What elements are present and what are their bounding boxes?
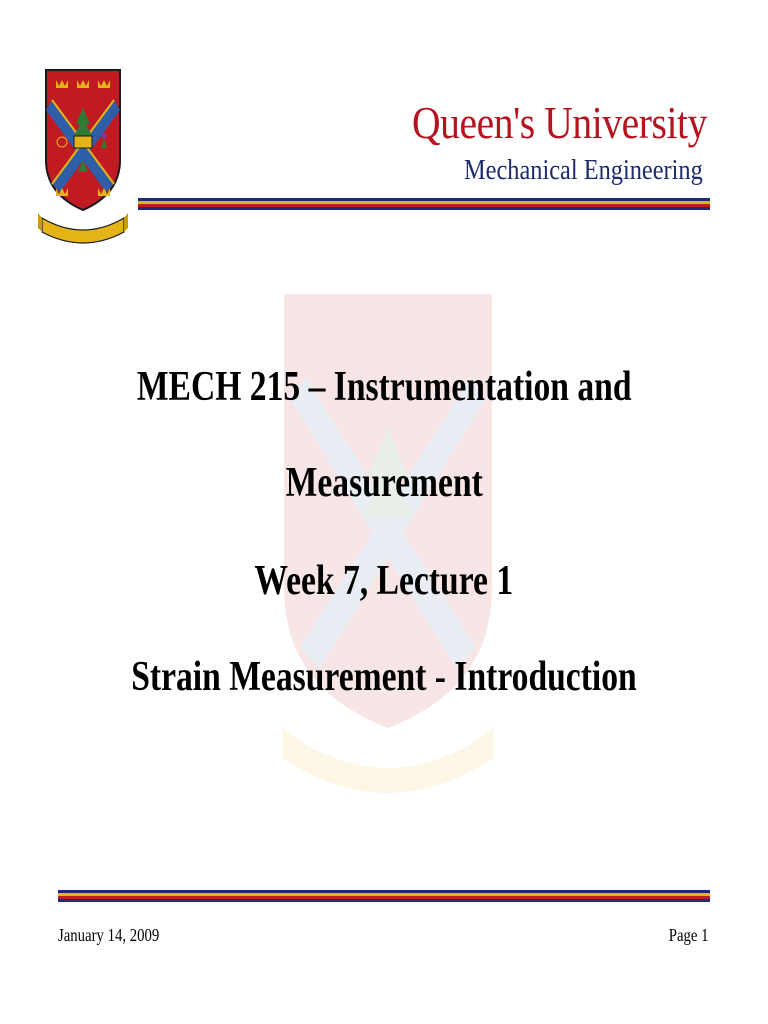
slide-subtitle-topic: Strain Measurement - Introduction [131, 654, 637, 700]
university-wordmark [412, 97, 712, 196]
footer-rule [58, 890, 710, 902]
department-name: Mechanical Engineering [464, 154, 703, 186]
university-name: Queen's University [412, 97, 707, 148]
footer-page-number: Page 1 [668, 925, 708, 945]
footer-date: January 14, 2009 [58, 925, 160, 945]
header-rule [138, 198, 710, 210]
university-crest-icon [38, 68, 128, 252]
slide-subtitle-week: Week 7, Lecture 1 [254, 558, 514, 604]
slide-title-line-2: Measurement [285, 460, 483, 506]
slide-title-line-1: MECH 215 – Instrumentation and [136, 364, 632, 410]
